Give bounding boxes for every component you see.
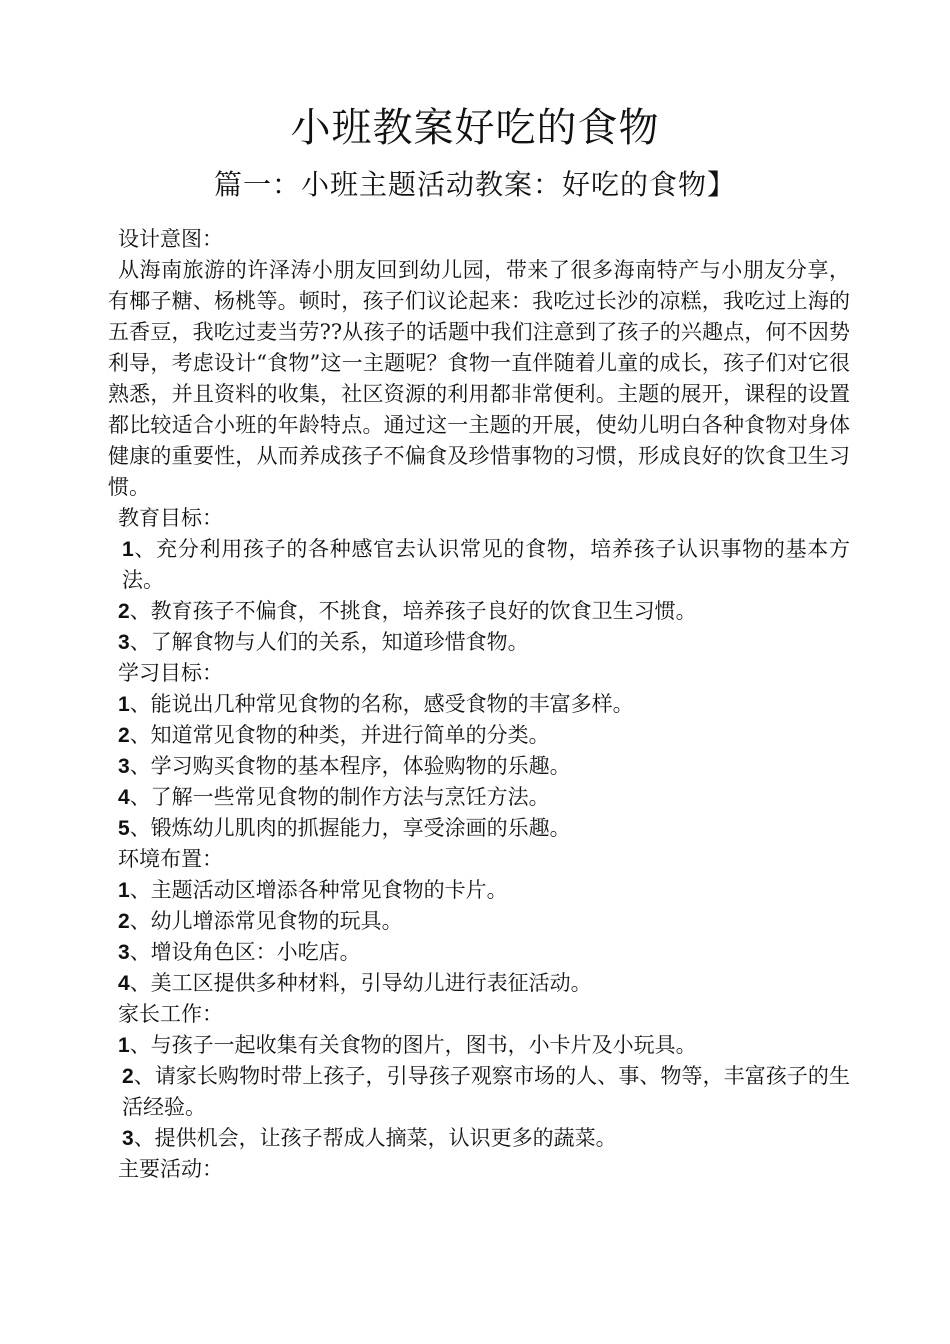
env-list — [108, 875, 850, 999]
list-item: 5、锻炼幼儿肌肉的抓握能力，享受涂画的乐趣。 — [118, 816, 571, 840]
design-paragraph: 从海南旅游的许泽涛小朋友回到幼儿园，带来了很多海南特产与小朋友分享，有椰子糖、杨桃等。顿时，孩子们议论起来：我吃过长沙的凉糕，我吃过上海的五香豆，我吃过麦当劳??从孩子的话题中我们注意到了孩子的兴趣点，何不因势利导，考虑设计“食物”这一主题呢？食物一直伴随着儿童的成长，孩子们对它很熟悉，并且资料的收集，社区资源的利用都非常便利。主题的展开，课程的设置都比较适合小班的年龄特点。通过这一主题的开展，使幼儿明白各种食物对身体健康的重要性，从而养成孩子不偏食及珍惜事物的习惯，形成良好的饮食卫生习惯。 — [108, 258, 850, 499]
document-body — [108, 224, 850, 1185]
list-item: 1、能说出几种常见食物的名称，感受食物的丰富多样。 — [118, 692, 634, 716]
parent-list — [108, 1030, 850, 1154]
document-subtitle: 篇一：小班主题活动教案：好吃的食物】 — [213, 168, 736, 201]
learn-list — [108, 689, 850, 844]
list-item: 2、幼儿增添常见食物的玩具。 — [118, 909, 403, 933]
parent-heading: 家长工作： — [118, 1002, 223, 1026]
list-item: 1、主题活动区增添各种常见食物的卡片。 — [118, 878, 508, 902]
list-item: 3、学习购买食物的基本程序，体验购物的乐趣。 — [118, 754, 571, 778]
list-item: 2、知道常见食物的种类，并进行简单的分类。 — [118, 723, 550, 747]
document-title: 小班教案好吃的食物 — [290, 105, 660, 151]
main-heading: 主要活动： — [118, 1157, 223, 1181]
list-item: 4、美工区提供多种材料，引导幼儿进行表征活动。 — [118, 971, 592, 995]
list-item: 1、与孩子一起收集有关食物的图片，图书，小卡片及小玩具。 — [118, 1033, 697, 1057]
list-item: 3、提供机会，让孩子帮成人摘菜，认识更多的蔬菜。 — [122, 1126, 617, 1150]
list-item: 2、请家长购物时带上孩子，引导孩子观察市场的人、事、物等，丰富孩子的生活经验。 — [122, 1064, 850, 1119]
list-item: 1、充分利用孩子的各种感官去认识常见的食物，培养孩子认识事物的基本方法。 — [122, 537, 850, 592]
learn-heading: 学习目标： — [118, 661, 223, 685]
edu-heading: 教育目标： — [118, 506, 223, 530]
list-item: 4、了解一些常见食物的制作方法与烹饪方法。 — [118, 785, 550, 809]
edu-list — [108, 534, 850, 658]
list-item: 2、教育孩子不偏食，不挑食，培养孩子良好的饮食卫生习惯。 — [118, 599, 697, 623]
design-heading: 设计意图： — [118, 227, 223, 251]
list-item: 3、增设角色区：小吃店。 — [118, 940, 361, 964]
list-item: 3、了解食物与人们的关系，知道珍惜食物。 — [118, 630, 529, 654]
env-heading: 环境布置： — [118, 847, 223, 871]
